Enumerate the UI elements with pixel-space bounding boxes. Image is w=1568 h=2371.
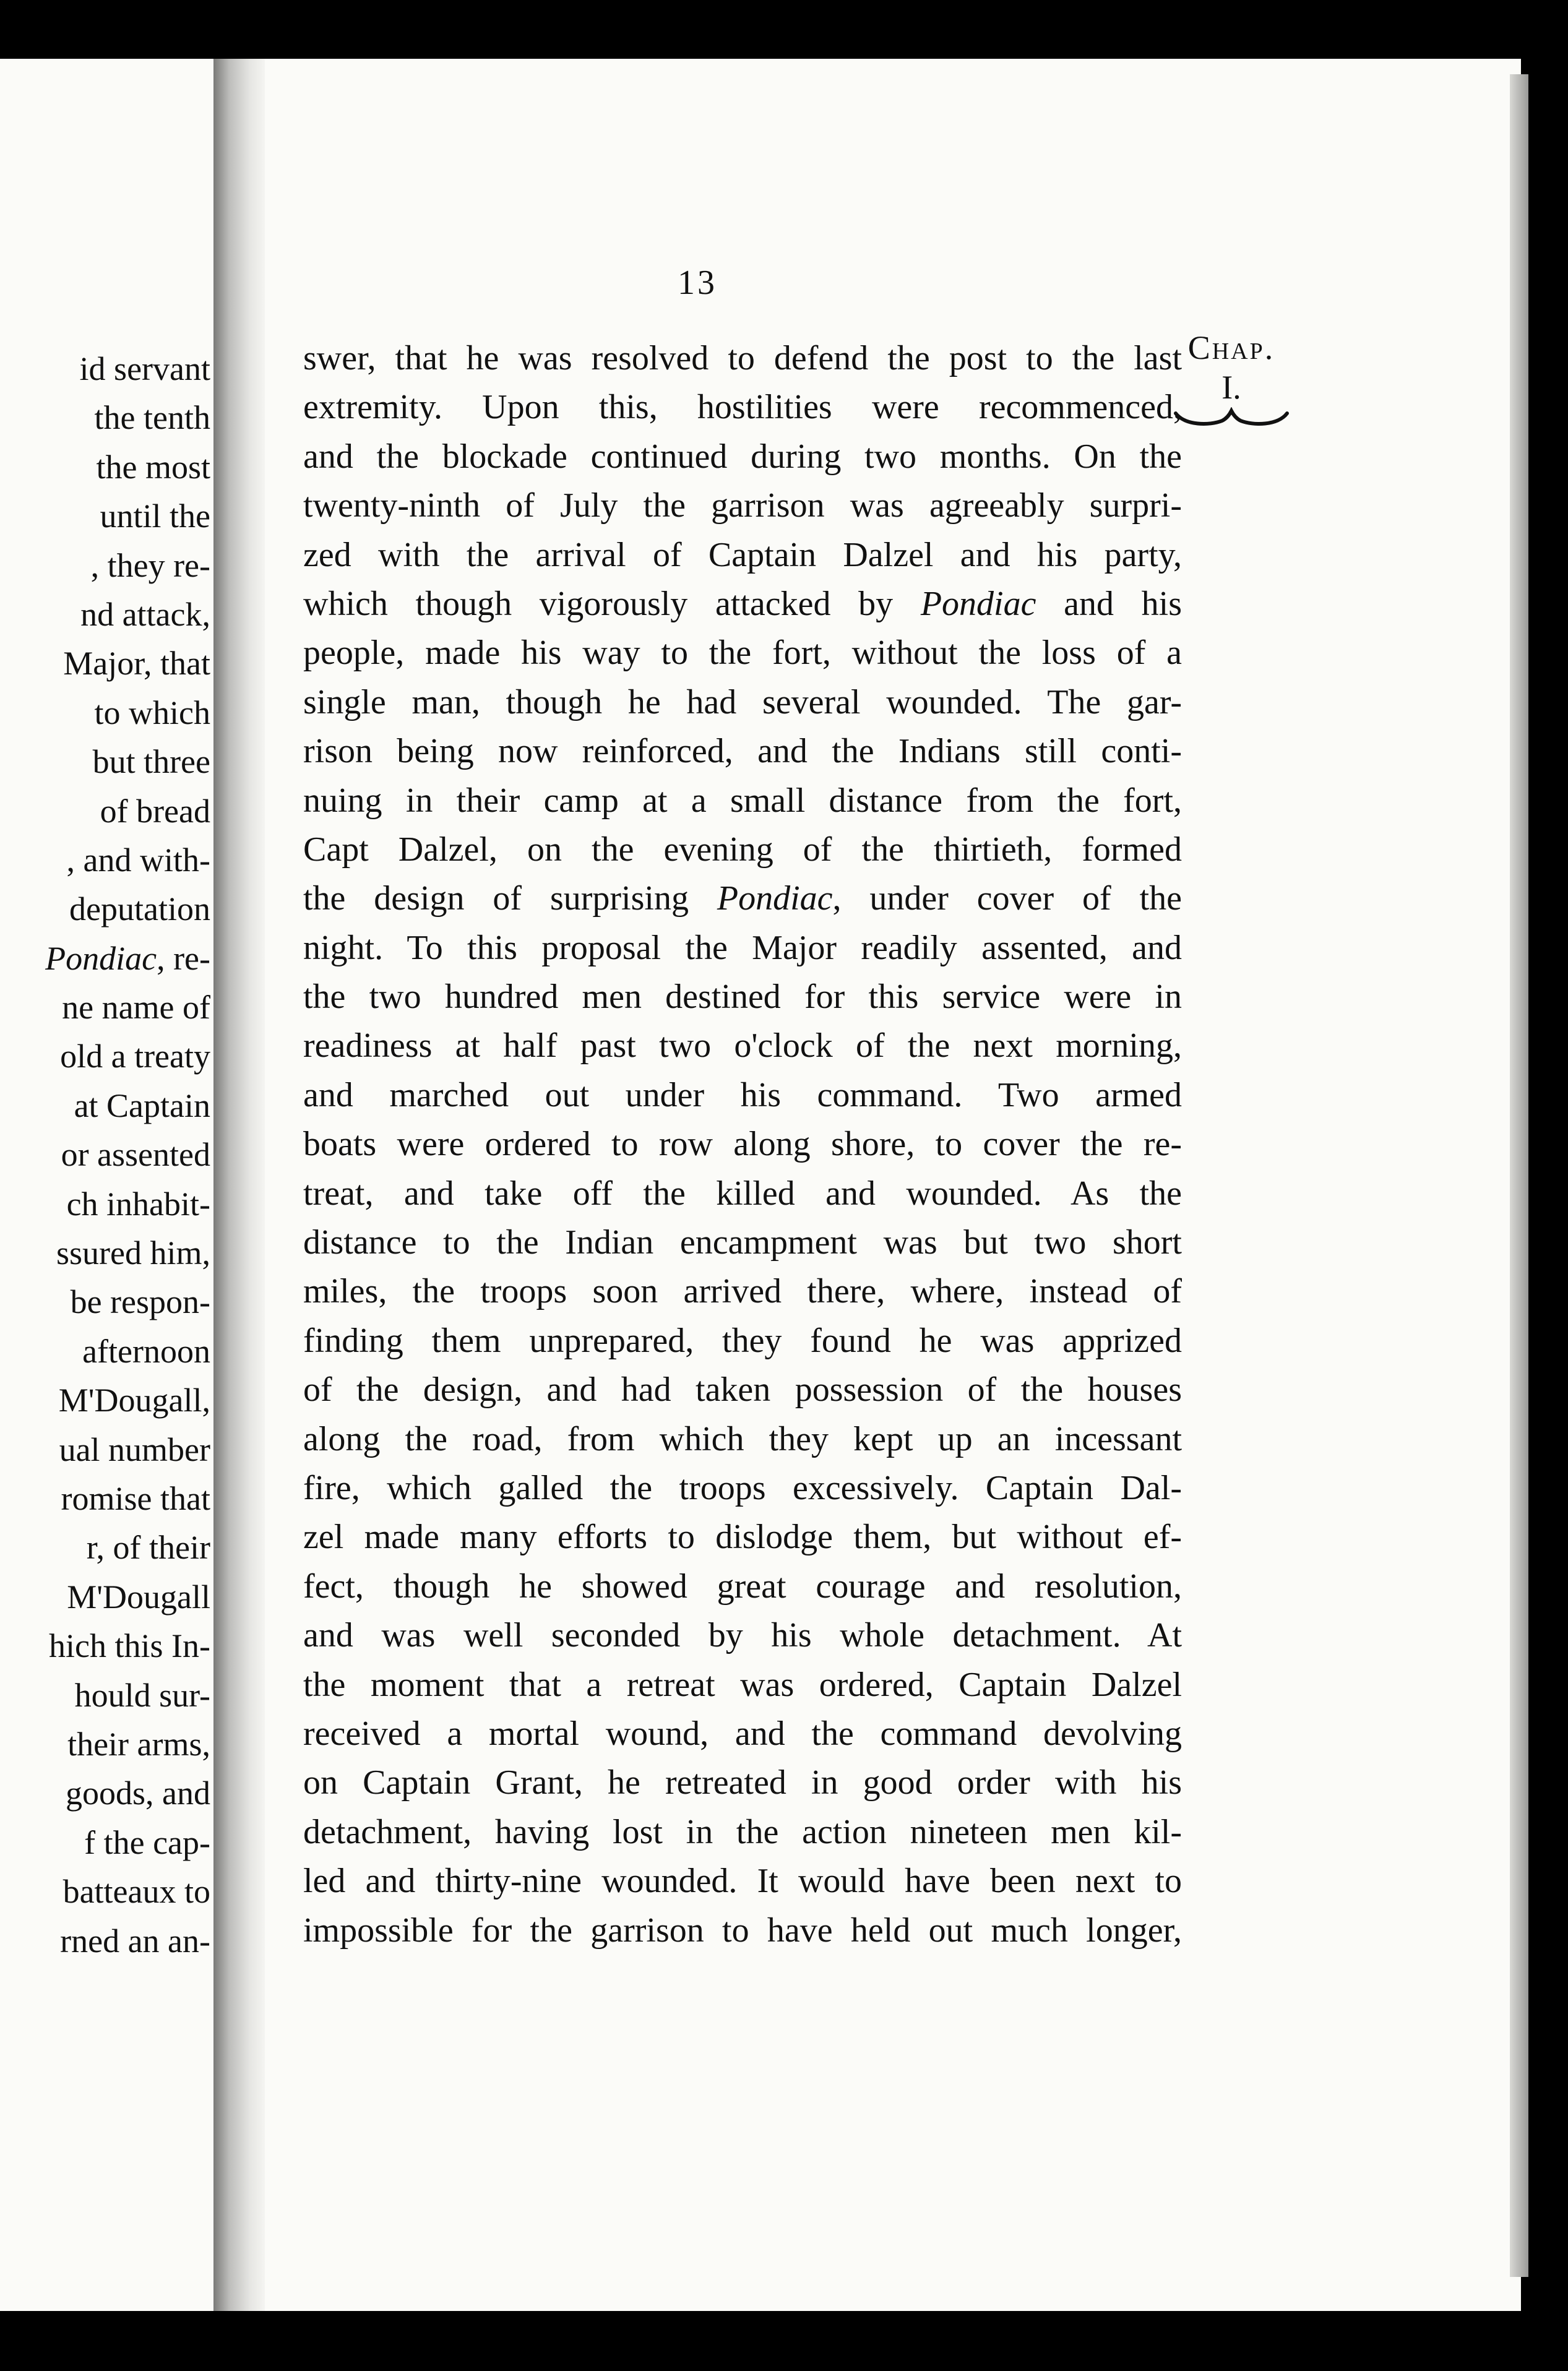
facing-page-line: to which: [94, 694, 210, 731]
text-line: and was well seconded by his whole detachment. At: [303, 1616, 1182, 1655]
facing-page-line: old a treaty: [60, 1038, 210, 1075]
text-line: the two hundred men destined for this service were in: [303, 978, 1182, 1017]
facing-page-line: M'Dougall,: [58, 1382, 210, 1419]
text-line: of the design, and had taken possession of the houses: [303, 1371, 1182, 1409]
text-line: the moment that a retreat was ordered, Captain Dalzel: [303, 1665, 1182, 1704]
facing-page-line: their arms,: [67, 1725, 210, 1763]
facing-page-line: M'Dougall: [67, 1578, 210, 1616]
text-line: led and thirty-nine wounded. It would have been next to: [303, 1862, 1182, 1901]
text-line: readiness at half past two o'clock of the next morning,: [303, 1026, 1182, 1065]
text-line: fect, though he showed great courage and resolution,: [303, 1567, 1182, 1606]
facing-page-line: or assented: [61, 1136, 210, 1174]
text-line: finding them unprepared, they found he was apprized: [303, 1321, 1182, 1360]
page-body-text: [303, 334, 1182, 1955]
facing-page-line: ssured him,: [56, 1234, 210, 1272]
facing-page-line: the most: [96, 448, 210, 486]
text-line: miles, the troops soon arrived there, where, instead of: [303, 1272, 1182, 1311]
chapter-marginal-heading: [1170, 328, 1293, 432]
facing-page-line: ual number: [59, 1431, 210, 1468]
facing-page-text: [45, 345, 210, 1966]
text-line: rison being now reinforced, and the Indians still conti-: [303, 732, 1182, 771]
chapter-number: I.: [1221, 369, 1241, 406]
text-line: received a mortal wound, and the command devolving: [303, 1714, 1182, 1753]
facing-page-line: hich this In-: [49, 1627, 210, 1665]
facing-page-line: ch inhabit-: [66, 1185, 210, 1223]
page-edge: [1510, 74, 1528, 2277]
text-line: treat, and take off the killed and wounded. As the: [303, 1174, 1182, 1213]
text-line: which though vigorously attacked by Pondiac and his: [303, 584, 1182, 623]
facing-page-line: until the: [100, 497, 210, 535]
facing-page-fragment: [0, 59, 217, 2311]
facing-page-line: f the cap-: [84, 1823, 210, 1861]
text-line: boats were ordered to row along shore, to cover the re-: [303, 1125, 1182, 1164]
facing-page-line: goods, and: [66, 1775, 210, 1812]
text-line: people, made his way to the fort, without the loss of a: [303, 634, 1182, 673]
text-line: extremity. Upon this, hostilities were recommenced,: [303, 388, 1182, 427]
text-line: Capt Dalzel, on the evening of the thirtieth, formed: [303, 830, 1182, 869]
brace-ornament-icon: [1173, 407, 1290, 432]
facing-page-line: at Captain: [74, 1087, 210, 1124]
facing-page-line: of bread: [100, 792, 210, 830]
text-line: distance to the Indian encampment was but two short: [303, 1223, 1182, 1262]
text-line: on Captain Grant, he retreated in good order with his: [303, 1763, 1182, 1802]
facing-page-line: rned an an-: [60, 1922, 210, 1960]
text-line: night. To this proposal the Major readily assented, and: [303, 928, 1182, 967]
facing-page-line: r, of their: [86, 1529, 210, 1567]
text-line: twenty-ninth of July the garrison was agreeably surpri-: [303, 486, 1182, 525]
facing-page-line: Pondiac, re-: [45, 939, 210, 977]
text-line: along the road, from which they kept up an incessant: [303, 1419, 1182, 1458]
facing-page-line: romise that: [61, 1479, 210, 1517]
page-number: 13: [678, 264, 717, 302]
facing-page-line: batteaux to: [62, 1873, 210, 1911]
text-line: and marched out under his command. Two armed: [303, 1075, 1182, 1114]
book-gutter: [213, 59, 266, 2311]
facing-page-line: be respon-: [70, 1283, 210, 1321]
facing-page-line: ne name of: [62, 989, 210, 1026]
facing-page-line: afternoon: [82, 1332, 210, 1370]
text-line: zed with the arrival of Captain Dalzel and his party,: [303, 535, 1182, 574]
text-line: swer, that he was resolved to defend the post to the last: [303, 339, 1182, 377]
text-line: single man, though he had several wounded. The gar-: [303, 682, 1182, 721]
text-line: impossible for the garrison to have held out much longer,: [303, 1911, 1182, 1950]
text-line: the design of surprising Pondiac, under cover of the: [303, 879, 1182, 918]
facing-page-line: , they re-: [90, 546, 210, 584]
facing-page-line: , and with-: [66, 841, 210, 879]
chapter-label: Chap.: [1187, 329, 1275, 366]
facing-page-line: nd attack,: [80, 595, 210, 633]
facing-page-line: but three: [92, 743, 210, 781]
facing-page-line: Major, that: [63, 645, 210, 682]
italic-name: Pondiac: [45, 939, 157, 977]
facing-page-line: the tenth: [94, 399, 210, 437]
facing-page-line: id servant: [79, 350, 210, 387]
text-line: and the blockade continued during two months. On the: [303, 437, 1182, 476]
text-line: detachment, having lost in the action nineteen men kil-: [303, 1812, 1182, 1851]
italic-name: Pondiac: [920, 584, 1036, 623]
text-line: fire, which galled the troops excessively. Captain Dal-: [303, 1468, 1182, 1507]
text-line: zel made many efforts to dislodge them, but without ef-: [303, 1518, 1182, 1557]
facing-page-line: deputation: [69, 890, 210, 928]
italic-name: Pondiac: [717, 879, 833, 918]
text-line: nuing in their camp at a small distance from the fort,: [303, 781, 1182, 820]
facing-page-line: hould sur-: [74, 1676, 210, 1714]
